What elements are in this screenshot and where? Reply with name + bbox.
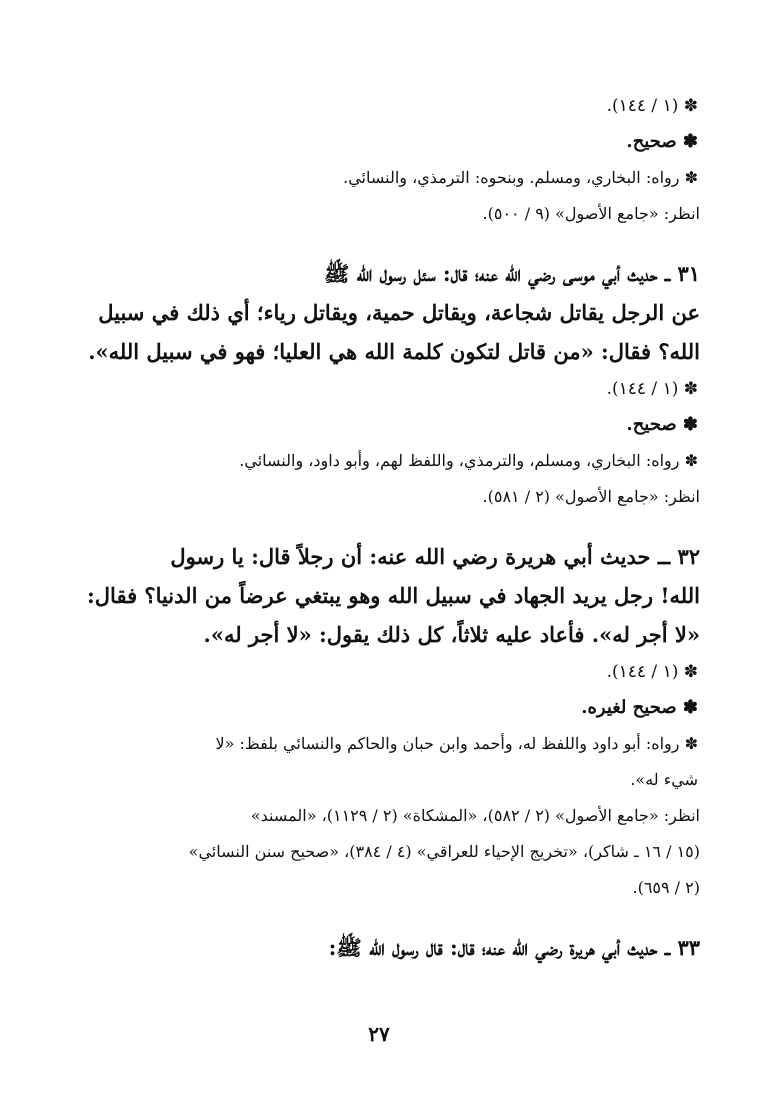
hadith31-grade: ✽ صحيح. — [626, 414, 698, 435]
hadith32-line3: «لا أجر له». فأعاد عليه ثلاثاً، كل ذلك يقول: «لا أجر له». — [203, 622, 700, 647]
block0-ref: ✽ (١ / ١٤٤). — [606, 96, 698, 116]
hadith32-line1: ٣٢ ــ حديث أبي هريرة رضي الله عنه: أن رجلاً قال: يا رسول — [170, 544, 700, 569]
hadith32-ref: ✽ (١ / ١٤٤). — [606, 662, 698, 682]
hadith32-narrators-line1: ✽ رواه: أبو داود واللفظ له، وأحمد وابن حبان والحاكم والنسائي بلفظ: «لا — [215, 734, 698, 753]
hadith31-see: انظر: «جامع الأصول» (٢ / ٥٨١). — [482, 487, 700, 506]
hadith32-see-line3: (٢ / ٦٥٩). — [632, 878, 700, 897]
page-content — [87, 88, 700, 967]
block0-grade: ✽ صحيح. — [626, 131, 698, 152]
block0-narrators: ✽ رواه: البخاري، ومسلم. وبنحوه: الترمذي، والنسائي. — [343, 168, 698, 187]
hadith31-line1: ٣١ ــ حديث أبي موسى رضي الله عنه؛ قال: سئل رسول الله ﷺ — [323, 261, 700, 286]
hadith32-see-line2: (١٥ / ١٦ ـ شاكر)، «تخريج الإحياء للعراقي» (٤ / ٣٨٤)، «صحيح سنن النسائي» — [188, 842, 700, 861]
hadith31-line3: الله؟ فقال: «من قاتل لتكون كلمة الله هي العليا؛ فهو في سبيل الله». — [88, 339, 700, 364]
block0-see: انظر: «جامع الأصول» (٩ / ٥٠٠). — [482, 204, 700, 223]
hadith32-grade: ✽ صحيح لغيره. — [581, 697, 698, 718]
hadith33-line1: ٣٣ ــ حديث أبي هريرة رضي الله عنه؛ قال: قال رسول الله ﷺ: — [328, 935, 700, 960]
hadith31-line2: عن الرجل يقاتل شجاعة، ويقاتل حمية، ويقاتل رياء؛ أي ذلك في سبيل — [98, 300, 700, 325]
hadith32-see-line1: انظر: «جامع الأصول» (٢ / ٥٨٢)، «المشكاة» (٢ / ١١٢٩)، «المسند» — [250, 806, 700, 825]
page-number: ٢٧ — [368, 1022, 390, 1046]
hadith31-narrators: ✽ رواه: البخاري، ومسلم، والترمذي، واللفظ لهم، وأبو داود، والنسائي. — [239, 451, 698, 470]
hadith32-narrators-line2: شيء له». — [630, 770, 698, 789]
hadith32-line2: الله! رجل يريد الجهاد في سبيل الله وهو يبتغي عرضاً من الدنيا؟ فقال: — [87, 583, 700, 608]
hadith31-ref: ✽ (١ / ١٤٤). — [606, 379, 698, 399]
